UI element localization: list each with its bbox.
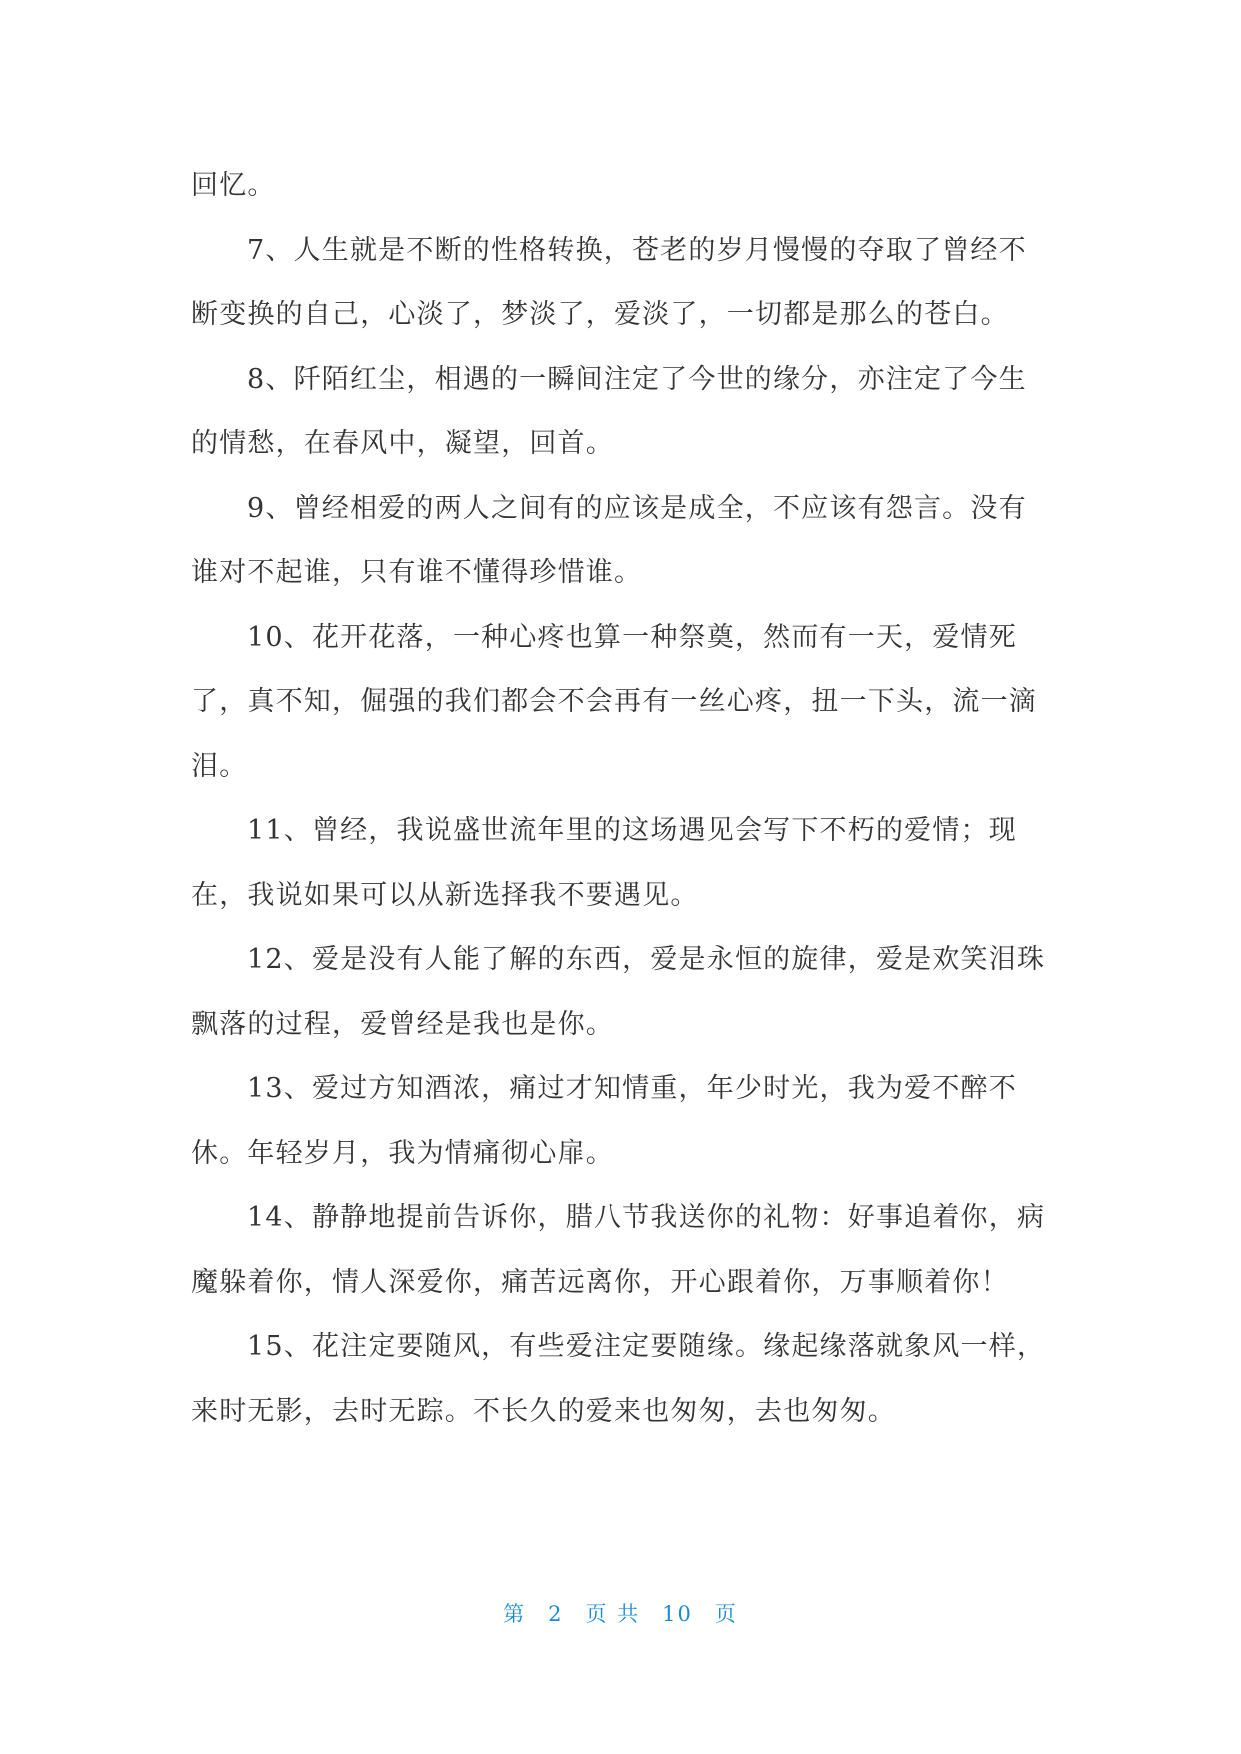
document-body — [191, 154, 1051, 1444]
paragraph: 7、人生就是不断的性格转换，苍老的岁月慢慢的夺取了曾经不断变换的自己，心淡了，梦淡了，爱淡了，一切都是那么的苍白。 — [191, 234, 1027, 330]
paragraph: 10、花开花落，一种心疼也算一种祭奠，然而有一天，爱情死了，真不知，倔强的我们都会不会再有一丝心疼，扭一下头，流一滴泪。 — [191, 621, 1037, 782]
paragraph: 12、爱是没有人能了解的东西，爱是永恒的旋律，爱是欢笑泪珠飘落的过程，爱曾经是我也是你。 — [191, 944, 1046, 1040]
paragraph: 14、静静地提前告诉你，腊八节我送你的礼物：好事追着你，病魔躲着你，情人深爱你，痛苦远离你，开心跟着你，万事顺着你！ — [191, 1202, 1046, 1298]
footer-suffix: 页 — [714, 1602, 738, 1626]
paragraph: 13、爱过方知酒浓，痛过才知情重，年少时光，我为爱不醉不休。年轻岁月，我为情痛彻心扉。 — [191, 1073, 1017, 1169]
paragraph: 8、阡陌红尘，相遇的一瞬间注定了今世的缘分，亦注定了今生的情愁，在春风中，凝望，回首。 — [191, 363, 1027, 459]
paragraph: 回忆。 — [191, 170, 276, 201]
total-pages-number: 10 — [662, 1602, 693, 1626]
current-page-number: 2 — [548, 1602, 564, 1626]
paragraph: 9、曾经相爱的两人之间有的应该是成全，不应该有怨言。没有谁对不起谁，只有谁不懂得珍惜谁。 — [191, 492, 1027, 588]
footer-prefix: 第 — [503, 1602, 527, 1626]
paragraph: 11、曾经，我说盛世流年里的这场遇见会写下不朽的爱情；现在，我说如果可以从新选择我不要遇见。 — [191, 815, 1017, 911]
page-footer — [0, 1598, 1241, 1628]
footer-middle: 页 共 — [585, 1602, 641, 1626]
paragraph: 15、花注定要随风，有些爱注定要随缘。缘起缘落就象风一样，来时无影，去时无踪。不长久的爱来也匆匆，去也匆匆。 — [191, 1331, 1046, 1427]
